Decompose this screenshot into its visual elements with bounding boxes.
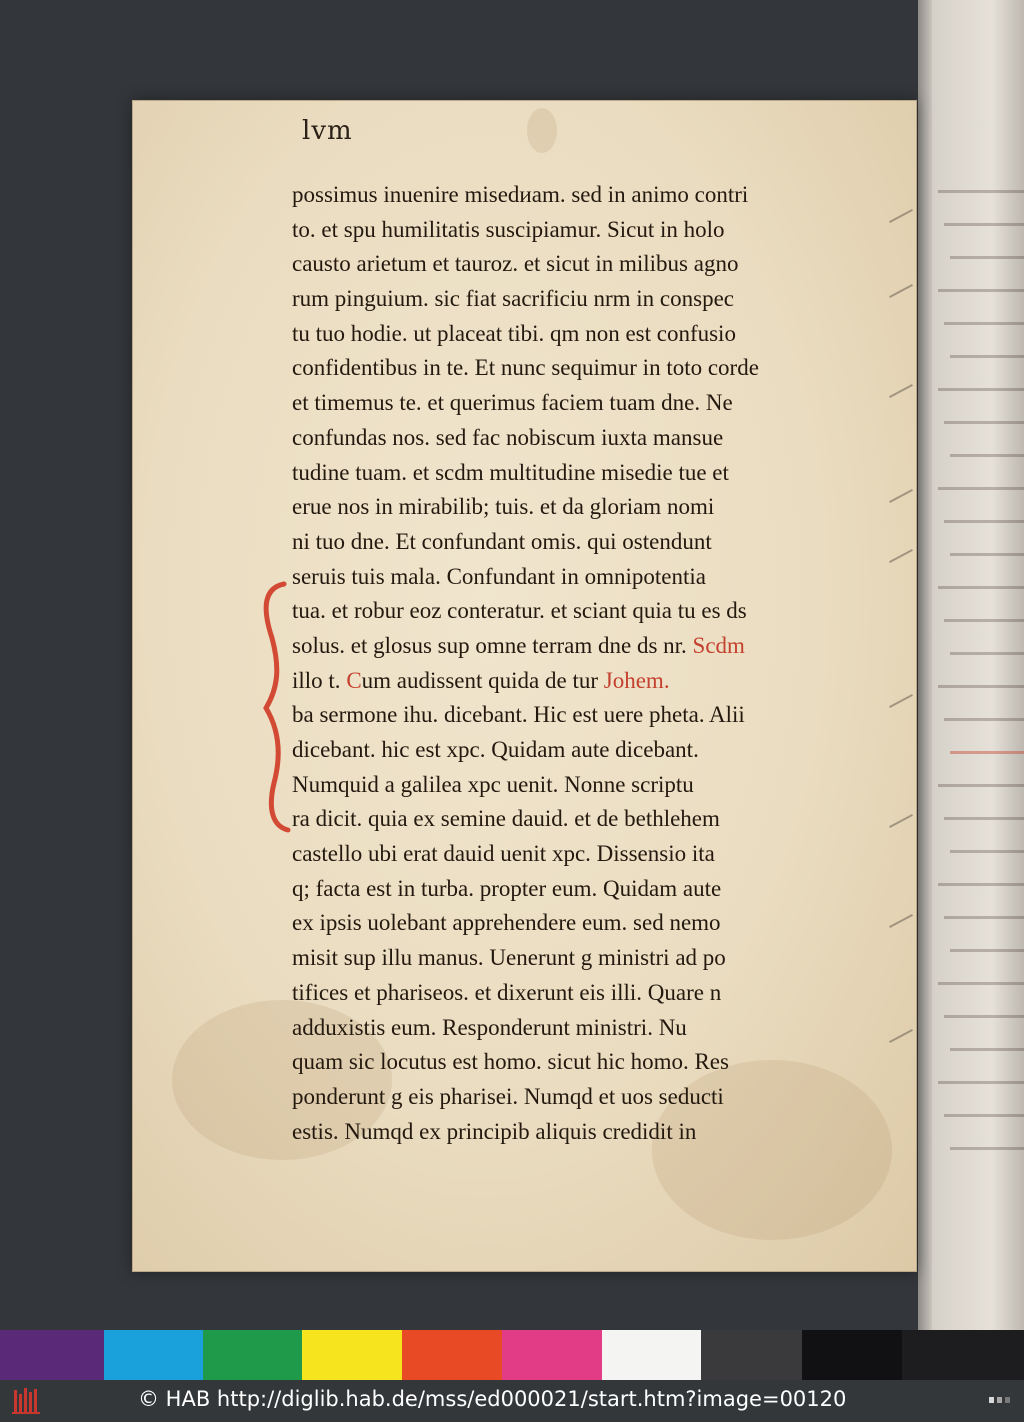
manuscript-line [292, 421, 892, 456]
adjacent-page-line [938, 685, 1024, 688]
line-text: Numquid a galilea xpc uenit. Nonne scriptu [292, 771, 694, 797]
line-text: seruis tuis mala. Confundant in omnipotentia [292, 563, 706, 589]
margin-ruling-tick [889, 384, 913, 398]
adjacent-page-line [950, 1147, 1024, 1150]
manuscript-line [292, 629, 892, 664]
line-text: possimus inuenire misedиam. sed in animo contri [292, 182, 749, 207]
adjacent-page-line [950, 652, 1024, 655]
manuscript-line [292, 1045, 892, 1080]
color-swatch-magenta [502, 1330, 602, 1380]
adjacent-page-line [938, 289, 1024, 292]
color-swatch-black [802, 1330, 902, 1380]
adjacent-page-line [938, 784, 1024, 787]
manuscript-line [292, 872, 892, 907]
rubricated-initial-stroke [254, 578, 294, 836]
line-text: estis. Numqd ex principib aliquis credidit in [292, 1118, 697, 1144]
manuscript-line [292, 594, 892, 629]
line-text: confidentibus in te. Et nunc sequimur in toto corde [292, 355, 759, 381]
line-text: ponderunt g eis pharisei. Numqd et uos seducti [292, 1083, 724, 1109]
rubric-text: Scdm [692, 632, 745, 658]
footer-bar [0, 1380, 1024, 1422]
hab-logo-icon [12, 1386, 42, 1416]
line-text: dicebant. hic est xpc. Quidam aute dicebant. [292, 737, 699, 762]
adjacent-page-line [938, 388, 1024, 391]
adjacent-page-line [944, 421, 1024, 424]
adjacent-page-line [950, 1048, 1024, 1051]
line-text: confundas nos. sed fac nobiscum iuxta mansue [292, 424, 724, 450]
line-text: illo t. [292, 667, 347, 693]
manuscript-line [292, 490, 892, 525]
adjacent-page-line [950, 454, 1024, 457]
line-text: ex ipsis uolebant apprehendere eum. sed nemo [292, 910, 721, 936]
manuscript-line [292, 941, 892, 976]
manuscript-line [292, 386, 892, 421]
manuscript-line [292, 178, 892, 213]
folio-number: lvm [302, 116, 353, 146]
manuscript-line [292, 282, 892, 317]
manuscript-line [292, 456, 892, 491]
line-text: castello ubi erat dauid uenit xpc. Dissensio ita [292, 841, 715, 867]
manuscript-line [292, 768, 892, 803]
color-swatch-violet [0, 1330, 104, 1380]
line-text: to. et spu humilitatis suscipiamur. Sicut in holo [292, 216, 725, 242]
adjacent-page-line [944, 1114, 1024, 1117]
manuscript-line [292, 560, 892, 595]
manuscript-line [292, 247, 892, 282]
margin-ruling-tick [889, 489, 913, 503]
margin-ruling-tick [889, 284, 913, 298]
line-text: tu tuo hodie. ut placeat tibi. qm non est confusio [292, 320, 736, 346]
adjacent-page-line [938, 982, 1024, 985]
manuscript-line [292, 698, 892, 733]
line-text: ra dicit. quia ex semine dauid. et de bethlehem [292, 806, 720, 832]
adjacent-page-line [944, 718, 1024, 721]
margin-ruling-tick [889, 814, 913, 828]
manuscript-line [292, 837, 892, 872]
rubric-text: C [346, 667, 362, 693]
margin-ruling-tick [889, 914, 913, 928]
adjacent-page-line [944, 520, 1024, 523]
manuscript-line [292, 906, 892, 941]
line-text: tifices et phariseos. et dixerunt eis illi. Quare n [292, 979, 722, 1005]
adjacent-page-line [944, 223, 1024, 226]
line-text: erue nos in mirabilib; tuis. et da gloriam nomi [292, 494, 715, 520]
adjacent-page-line [950, 949, 1024, 952]
margin-ruling-tick [889, 209, 913, 223]
manuscript-line [292, 317, 892, 352]
color-swatch-dark-gray [701, 1330, 802, 1380]
adjacent-page-line [950, 256, 1024, 259]
adjacent-page-line [950, 751, 1024, 754]
adjacent-page-line [944, 916, 1024, 919]
line-text: um audissent quida de tur [361, 667, 604, 693]
adjacent-page-line [950, 553, 1024, 556]
manuscript-line [292, 802, 892, 837]
manuscript-line [292, 664, 892, 699]
manuscript-line [292, 1011, 892, 1046]
color-swatch-white [602, 1330, 701, 1380]
margin-ruling-tick [889, 549, 913, 563]
manuscript-line [292, 733, 892, 768]
adjacent-page-line [950, 850, 1024, 853]
color-swatch-green [203, 1330, 302, 1380]
adjacent-page-line [938, 883, 1024, 886]
footer-credit[interactable]: © HAB http://diglib.hab.de/mss/ed000021/start.htm?image=00120 [138, 1387, 847, 1411]
scan-scale-icon [988, 1394, 1012, 1406]
adjacent-page-line [938, 1081, 1024, 1084]
line-text: ba sermone ihu. dicebant. Hic est uere pheta. Alii [292, 702, 745, 728]
rubric-text: Johem. [603, 667, 670, 693]
adjacent-page-line [938, 586, 1024, 589]
line-text: tua. et robur eoz conteratur. et sciant quia tu es ds [292, 598, 747, 624]
line-text: ni tuo dne. Et confundant omis. qui ostendunt [292, 528, 712, 554]
manuscript-line [292, 976, 892, 1011]
adjacent-page-line [950, 355, 1024, 358]
adjacent-page [918, 0, 1024, 1330]
line-text: et timemus te. et querimus faciem tuam dne. Ne [292, 390, 733, 416]
manuscript-text-block [292, 178, 892, 1149]
manuscript-line [292, 1080, 892, 1115]
line-text: rum pinguium. sic fiat sacrificiu nrm in conspec [292, 286, 734, 312]
adjacent-page-line [938, 190, 1024, 193]
adjacent-page-line [944, 322, 1024, 325]
adjacent-page-line [944, 817, 1024, 820]
line-text: adduxistis eum. Responderunt ministri. Nu [292, 1014, 687, 1040]
line-text: causto arietum et tauroz. et sicut in milibus agno [292, 251, 739, 277]
margin-ruling-tick [889, 1029, 913, 1043]
adjacent-page-line [938, 487, 1024, 490]
manuscript-line [292, 525, 892, 560]
color-calibration-bar [0, 1330, 1024, 1380]
line-text: misit sup illu manus. Uenerunt g ministri ad po [292, 945, 726, 971]
manuscript-leaf [132, 100, 917, 1272]
line-text: q; facta est in turba. propter eum. Quidam aute [292, 875, 722, 901]
adjacent-page-line [944, 619, 1024, 622]
color-swatch-blue [104, 1330, 203, 1380]
line-text: solus. et glosus sup omne terram dne ds nr. [292, 632, 693, 658]
page-gutter [918, 0, 932, 1330]
line-text: quam sic locutus est homo. sicut hic homo. Res [292, 1049, 729, 1075]
color-swatch-yellow [302, 1330, 402, 1380]
manuscript-line [292, 1115, 892, 1150]
manuscript-line [292, 213, 892, 248]
margin-ruling-tick [889, 694, 913, 708]
line-text: tudine tuam. et scdm multitudine misedie tue et [292, 459, 729, 485]
manuscript-line [292, 351, 892, 386]
adjacent-page-line [944, 1015, 1024, 1018]
color-swatch-red [402, 1330, 502, 1380]
